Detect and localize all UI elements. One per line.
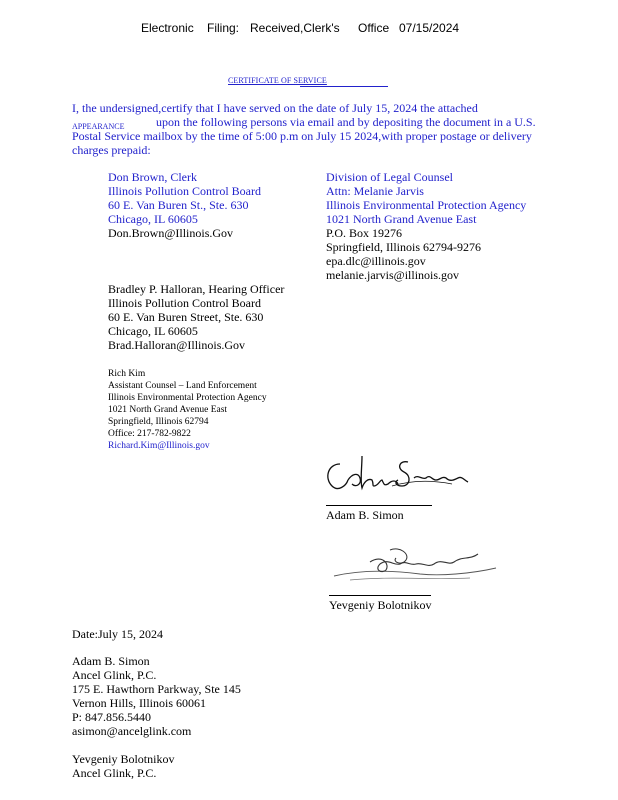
- halloran-line: Chicago, IL 60605: [108, 324, 198, 338]
- firm-bolotnikov-line: Ancel Glink, P.C.: [72, 766, 157, 780]
- kim-line: Assistant Counsel – Land Enforcement: [108, 381, 257, 391]
- brown-line: Illinois Pollution Control Board: [108, 184, 262, 198]
- date-line: Date:July 15, 2024: [72, 627, 163, 641]
- intro-appearance: APPEARANCE: [72, 122, 125, 131]
- firm-simon-line: Ancel Glink, P.C.: [72, 668, 157, 682]
- firm-block-simon: [72, 654, 241, 738]
- simon-signature: [322, 450, 472, 498]
- recipient-brown: [108, 170, 261, 240]
- legal-email[interactable]: epa.dlc@illinois.gov: [326, 254, 426, 268]
- recipient-kim: [108, 368, 267, 452]
- simon-signature-line: [326, 505, 432, 506]
- bolotnikov-signature-name: Yevgeniy Bolotnikov: [329, 598, 432, 612]
- kim-line: Illinois Environmental Protection Agency: [108, 393, 267, 403]
- intro-line-3: Postal Service mailbox by the time of 5:00 p.m on July 15 2024,with proper postage or delivery: [72, 129, 532, 143]
- legal-line: Attn: Melanie Jarvis: [326, 184, 424, 198]
- bolotnikov-signature: [330, 540, 500, 588]
- kim-line: Springfield, Illinois 62794: [108, 417, 209, 427]
- legal-line: P.O. Box 19276: [326, 226, 403, 240]
- recipient-halloran: [108, 282, 284, 352]
- halloran-line: Bradley P. Halloran, Hearing Officer: [108, 282, 285, 296]
- header-office: Office: [358, 21, 390, 35]
- brown-line: 60 E. Van Buren St., Ste. 630: [108, 198, 249, 212]
- firm-simon-line: Vernon Hills, Illinois 60061: [72, 696, 206, 710]
- halloran-line: 60 E. Van Buren Street, Ste. 630: [108, 310, 264, 324]
- legal-email[interactable]: melanie.jarvis@illinois.gov: [326, 268, 460, 282]
- header-date: 07/15/2024: [399, 21, 460, 35]
- kim-email[interactable]: Richard.Kim@Illinois.gov: [108, 441, 210, 451]
- kim-line: Office: 217-782-9822: [108, 429, 191, 439]
- certificate-title: CERTIFICATE OF SERVICE: [228, 76, 327, 85]
- firm-simon-phone: P: 847.856.5440: [72, 710, 152, 724]
- kim-line: Rich Kim: [108, 369, 146, 379]
- firm-bolotnikov-line: Yevgeniy Bolotnikov: [72, 752, 175, 766]
- recipient-legal-counsel: [326, 170, 526, 282]
- header-filing: Filing:: [207, 21, 240, 35]
- header-electronic: Electronic: [141, 21, 194, 35]
- bolotnikov-signature-line: [329, 595, 431, 596]
- brown-email[interactable]: Don.Brown@Illinois.Gov: [108, 226, 234, 240]
- firm-block-bolotnikov: [72, 752, 174, 780]
- intro-line-2: upon the following persons via email and by depositing the document in a U.S.: [156, 115, 536, 129]
- intro-line-4: charges prepaid:: [72, 143, 151, 157]
- intro-line-1: I, the undersigned,certify that I have served on the date of July 15, 2024 the attached: [72, 101, 478, 115]
- legal-line: Springfield, Illinois 62794-9276: [326, 240, 481, 254]
- title-underline: [300, 86, 388, 87]
- legal-line: 1021 North Grand Avenue East: [326, 212, 477, 226]
- halloran-line: Illinois Pollution Control Board: [108, 296, 262, 310]
- firm-simon-line: 175 E. Hawthorn Parkway, Ste 145: [72, 682, 241, 696]
- simon-signature-name: Adam B. Simon: [326, 508, 404, 522]
- halloran-email[interactable]: Brad.Halloran@Illinois.Gov: [108, 338, 246, 352]
- header-received: Received,Clerk's: [250, 21, 340, 35]
- legal-line: Division of Legal Counsel: [326, 170, 453, 184]
- firm-simon-line: Adam B. Simon: [72, 654, 150, 668]
- firm-simon-email[interactable]: asimon@ancelglink.com: [72, 724, 192, 738]
- kim-line: 1021 North Grand Avenue East: [108, 405, 228, 415]
- brown-line: Chicago, IL 60605: [108, 212, 198, 226]
- legal-line: Illinois Environmental Protection Agency: [326, 198, 527, 212]
- brown-line: Don Brown, Clerk: [108, 170, 197, 184]
